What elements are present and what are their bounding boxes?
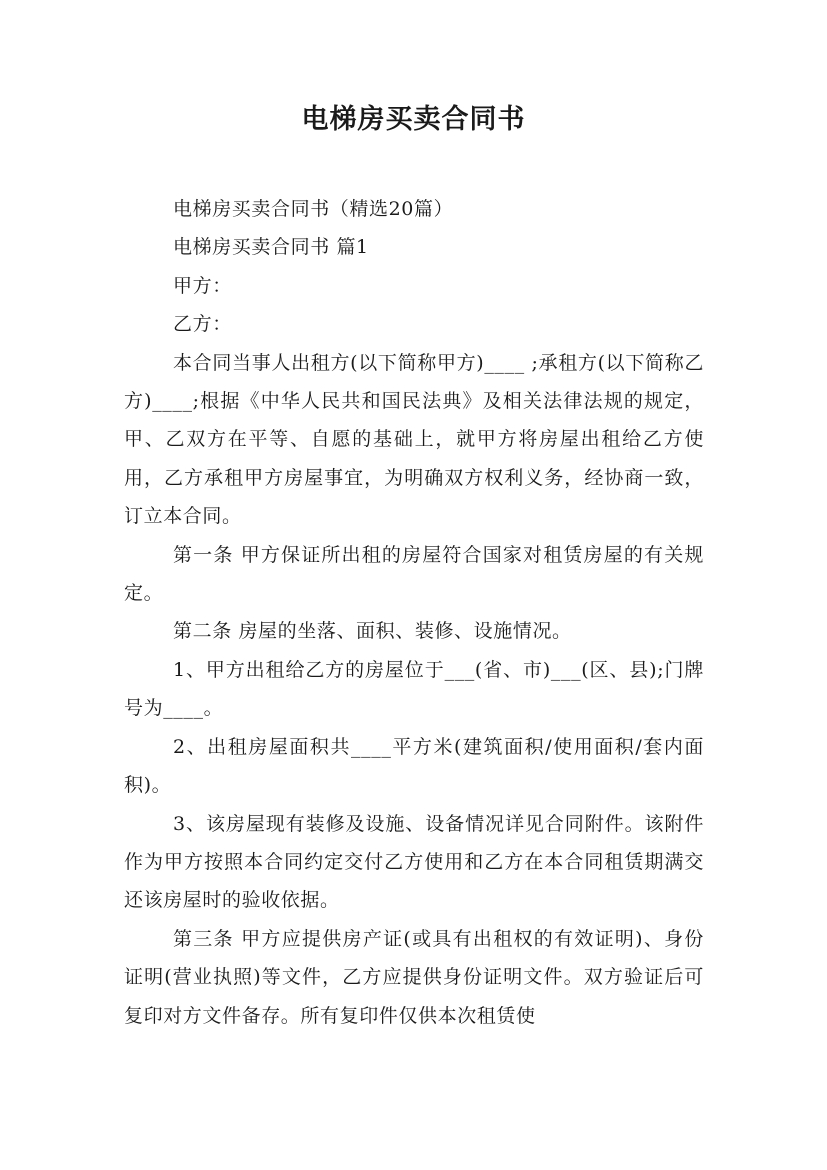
- document-title: 电梯房买卖合同书: [301, 104, 526, 135]
- paragraph-article-1: 第一条 甲方保证所出租的房屋符合国家对租赁房屋的有关规定。: [124, 543, 704, 605]
- paragraph-item-1: 1、甲方出租给乙方的房屋位于___(省、市)___(区、县);门牌号为____。: [124, 658, 704, 720]
- paragraph-party-b: 乙方：: [173, 313, 232, 336]
- paragraph-subtitle: 电梯房买卖合同书（精选20篇）: [173, 198, 454, 220]
- document-body: [124, 190, 704, 1035]
- paragraph-item-2: 2、出租房屋面积共____平方米(建筑面积/使用面积/套内面积)。: [124, 735, 704, 797]
- paragraph-article-2: 第二条 房屋的坐落、面积、装修、设施情况。: [173, 620, 572, 643]
- paragraph-party-a: 甲方：: [173, 274, 232, 297]
- paragraph-item-3: 3、该房屋现有装修及设施、设备情况详见合同附件。该附件作为甲方按照本合同约定交付乙方使用和乙方在本合同租赁期满交还该房屋时的验收依据。: [124, 812, 704, 912]
- paragraph-preamble: 本合同当事人出租方(以下简称甲方)____ ;承租方(以下简称乙方)____;根据《中华人民共和国民法典》及相关法律法规的规定，甲、乙双方在平等、自愿的基础上，就甲方将房屋出租给乙方使用，乙方承租甲方房屋事宜，为明确双方权利义务，经协商一致，订立本合同。: [124, 351, 704, 528]
- paragraph-section-heading: 电梯房买卖合同书 篇1: [173, 236, 369, 259]
- paragraph-article-3: 第三条 甲方应提供房产证(或具有出租权的有效证明)、身份证明(营业执照)等文件，乙方应提供身份证明文件。双方验证后可复印对方文件备存。所有复印件仅供本次租赁使: [124, 927, 704, 1027]
